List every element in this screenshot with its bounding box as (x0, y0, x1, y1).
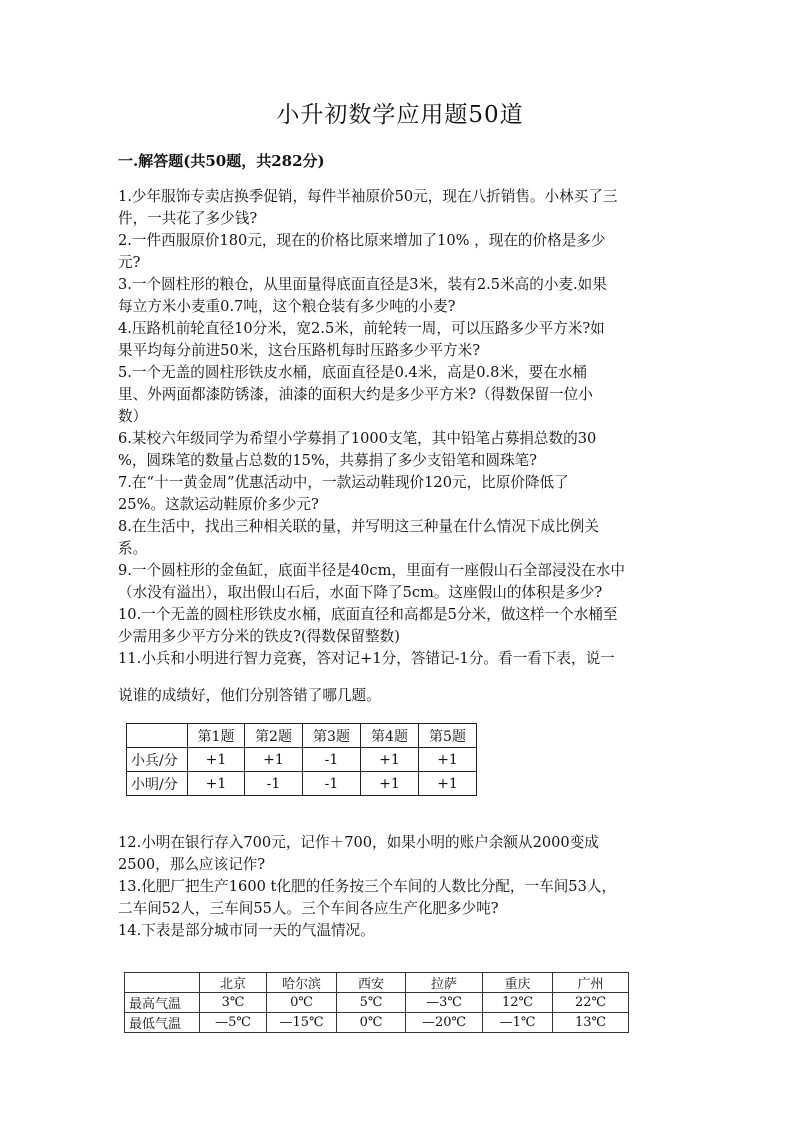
question-9: 9.一个圆柱形的金鱼缸，底面半径是40cm，里面有一座假山石全部浸没在水中 （水没有溢出），取出假山石后，水面下降了5cm。这座假山的体积是多少? (118, 562, 625, 601)
row-label: 小明/分 (127, 772, 188, 796)
question-1: 1.少年服饰专卖店换季促销，每件半袖原价50元，现在八折销售。小林买了三 件，一共花了多少钱? (118, 188, 618, 227)
question-4: 4.压路机前轮直径10分米，宽2.5米，前轮转一周，可以压路多少平方米?如 果平均每分前进50米，这台压路机每时压路多少平方米? (118, 320, 605, 359)
table-cell: +1 (419, 772, 477, 796)
table-cell: +1 (361, 748, 419, 772)
table-row (125, 993, 629, 1013)
page-title: 小升初数学应用题50道 (276, 102, 524, 128)
table-header-cell: 西安 (337, 973, 406, 993)
table-row (125, 1013, 629, 1033)
table-row (127, 772, 477, 796)
table-header-row (125, 973, 629, 993)
question-5: 5.一个无盖的圆柱形铁皮水桶，底面直径是0.4米，高是0.8米，要在水桶 里、外两面都漆防锈漆，油漆的面积大约是多少平方米?（得数保留一位小 数） (118, 364, 593, 425)
table-cell: +1 (419, 748, 477, 772)
section-heading: 一.解答题(共50题，共282分) (118, 152, 325, 170)
table-cell: 0℃ (267, 993, 337, 1013)
question-2: 2.一件西服原价180元，现在的价格比原来增加了10% ，现在的价格是多少 元? (118, 232, 606, 271)
table-cell: —15℃ (267, 1013, 337, 1033)
table-cell: -1 (245, 772, 303, 796)
table-header-cell: 哈尔滨 (267, 973, 337, 993)
question-13: 13.化肥厂把生产1600 t化肥的任务按三个车间的人数比分配，一车间53人， 二车间52人，三车间55人。三个车间各应生产化肥多少吨? (118, 878, 617, 917)
question-11-line-2: 说谁的成绩好，他们分别答错了哪几题。 (118, 687, 381, 704)
table-header-row (127, 724, 477, 748)
table-header-cell: 第2题 (245, 724, 303, 748)
table-cell: +1 (245, 748, 303, 772)
table-header-cell: 第1题 (188, 724, 245, 748)
table-header-cell (127, 724, 188, 748)
table-header-cell: 重庆 (483, 973, 553, 993)
table-header-cell: 北京 (200, 973, 267, 993)
table-cell: 12℃ (483, 993, 553, 1013)
table-cell: —1℃ (483, 1013, 553, 1033)
table-header-cell: 广州 (553, 973, 629, 993)
question-7: 7.在“十一黄金周”优惠活动中，一款运动鞋现价120元，比原价降低了 25%。这款运动鞋原价多少元? (118, 474, 569, 513)
table-cell: +1 (188, 748, 245, 772)
table-cell: 0℃ (337, 1013, 406, 1033)
question-10: 10.一个无盖的圆柱形铁皮水桶，底面直径和高都是5分米，做这样一个水桶至 少需用多少平方分米的铁皮?(得数保留整数) (118, 606, 618, 645)
table-cell: +1 (188, 772, 245, 796)
table-cell: -1 (303, 772, 361, 796)
question-14: 14.下表是部分城市同一天的气温情况。 (118, 922, 375, 939)
row-label: 小兵/分 (127, 748, 188, 772)
table-cell: —3℃ (406, 993, 483, 1013)
table-cell: —5℃ (200, 1013, 267, 1033)
table-row (127, 748, 477, 772)
table-header-cell: 拉萨 (406, 973, 483, 993)
table-cell: -1 (303, 748, 361, 772)
table-header-cell: 第3题 (303, 724, 361, 748)
table-header-cell: 第4题 (361, 724, 419, 748)
table-cell: 5℃ (337, 993, 406, 1013)
table-cell: 3℃ (200, 993, 267, 1013)
table-cell: 13℃ (553, 1013, 629, 1033)
question-12: 12.小明在银行存入700元，记作＋700，如果小明的账户余额从2000变成 2500，那么应该记作? (118, 834, 599, 873)
row-label: 最高气温 (125, 993, 200, 1013)
question-6: 6.某校六年级同学为希望小学募捐了1000支笔，其中铅笔占募捐总数的30 %，圆珠笔的数量占总数的15%，共募捐了多少支铅笔和圆珠笔? (118, 430, 597, 469)
table-cell: +1 (361, 772, 419, 796)
question-3: 3.一个圆柱形的粮仓，从里面量得底面直径是3米，装有2.5米高的小麦.如果 每立方米小麦重0.7吨，这个粮仓装有多少吨的小麦? (118, 276, 607, 315)
question-11-line-1: 11.小兵和小明进行智力竞赛，答对记+1分，答错记-1分。看一看下表，说一 (118, 650, 615, 667)
table-header-cell: 第5题 (419, 724, 477, 748)
row-label: 最低气温 (125, 1013, 200, 1033)
table-cell: 22℃ (553, 993, 629, 1013)
quiz-score-table (126, 723, 477, 796)
city-temperature-table (124, 972, 629, 1033)
question-8: 8.在生活中，找出三种相关联的量，并写明这三种量在什么情况下成比例关 系。 (118, 518, 599, 557)
table-header-cell (125, 973, 200, 993)
table-cell: —20℃ (406, 1013, 483, 1033)
